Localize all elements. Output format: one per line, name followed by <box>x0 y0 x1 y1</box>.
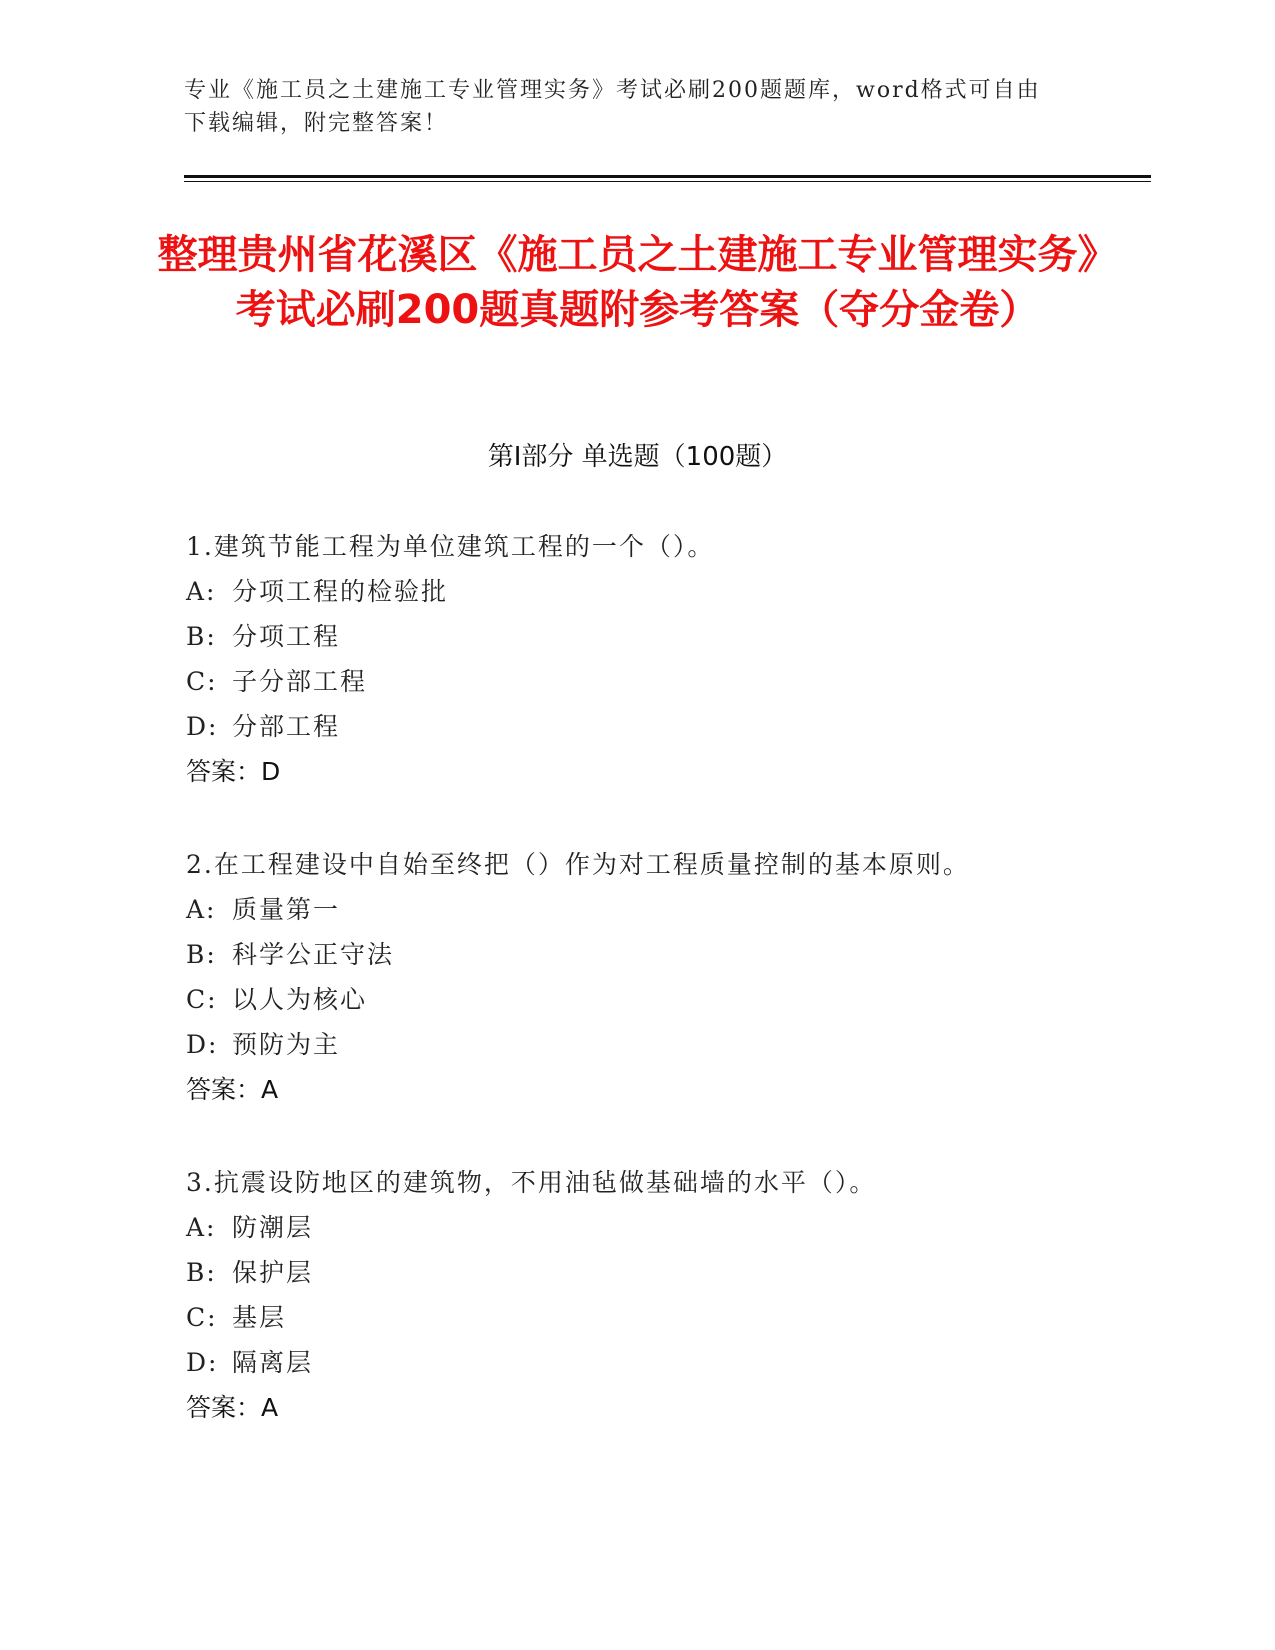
option-c <box>186 1295 1146 1340</box>
option-c <box>186 659 1146 704</box>
option-text: 科学公正守法 <box>232 940 395 969</box>
option-text: 以人为核心 <box>232 985 368 1014</box>
answer-line: 答案：A <box>186 1393 279 1422</box>
option-b <box>186 932 1146 977</box>
option-key: C: <box>186 1303 218 1332</box>
question-block <box>186 1160 1146 1430</box>
option-text: 防潮层 <box>232 1213 314 1242</box>
option-c <box>186 977 1146 1022</box>
question-stem: 2.在工程建设中自始至终把（）作为对工程质量控制的基本原则。 <box>186 850 970 879</box>
option-key: C: <box>186 985 218 1014</box>
section-title: 第I部分 单选题（100题） <box>487 442 788 472</box>
answer-line: 答案：D <box>186 757 281 786</box>
header-divider-thin <box>184 181 1151 182</box>
option-key: B: <box>186 1258 217 1287</box>
option-key: D: <box>186 1030 219 1059</box>
option-key: C: <box>186 667 218 696</box>
option-d <box>186 1340 1146 1385</box>
option-d <box>186 1022 1146 1067</box>
option-a <box>186 1205 1146 1250</box>
option-a <box>186 887 1146 932</box>
option-text: 隔离层 <box>232 1348 314 1377</box>
header-divider-thick <box>184 175 1151 178</box>
option-text: 分部工程 <box>232 712 341 741</box>
option-key: B: <box>186 622 217 651</box>
option-key: A: <box>186 895 217 924</box>
option-key: B: <box>186 940 217 969</box>
option-text: 基层 <box>232 1303 287 1332</box>
option-b <box>186 1250 1146 1295</box>
answer-line: 答案：A <box>186 1075 279 1104</box>
option-key: A: <box>186 577 217 606</box>
document-title: 整理贵州省花溪区《施工员之土建施工专业管理实务》考试必刷200题真题附参考答案（夺分金卷） <box>157 232 1118 333</box>
question-block <box>186 842 1146 1112</box>
question-block <box>186 524 1146 794</box>
question-stem: 1.建筑节能工程为单位建筑工程的一个（）。 <box>186 532 715 561</box>
option-b <box>186 614 1146 659</box>
header-note: 专业《施工员之土建施工专业管理实务》考试必刷200题题库，word格式可自由下载编辑，附完整答案！ <box>184 78 1041 136</box>
option-text: 预防为主 <box>232 1030 341 1059</box>
option-a <box>186 569 1146 614</box>
option-key: D: <box>186 712 219 741</box>
option-key: A: <box>186 1213 217 1242</box>
option-text: 分项工程的检验批 <box>232 577 449 606</box>
option-text: 分项工程 <box>232 622 341 651</box>
question-stem: 3.抗震设防地区的建筑物，不用油毡做基础墙的水平（）。 <box>186 1168 877 1197</box>
option-key: D: <box>186 1348 219 1377</box>
option-text: 子分部工程 <box>232 667 368 696</box>
option-text: 质量第一 <box>232 895 341 924</box>
option-d <box>186 704 1146 749</box>
option-text: 保护层 <box>232 1258 314 1287</box>
